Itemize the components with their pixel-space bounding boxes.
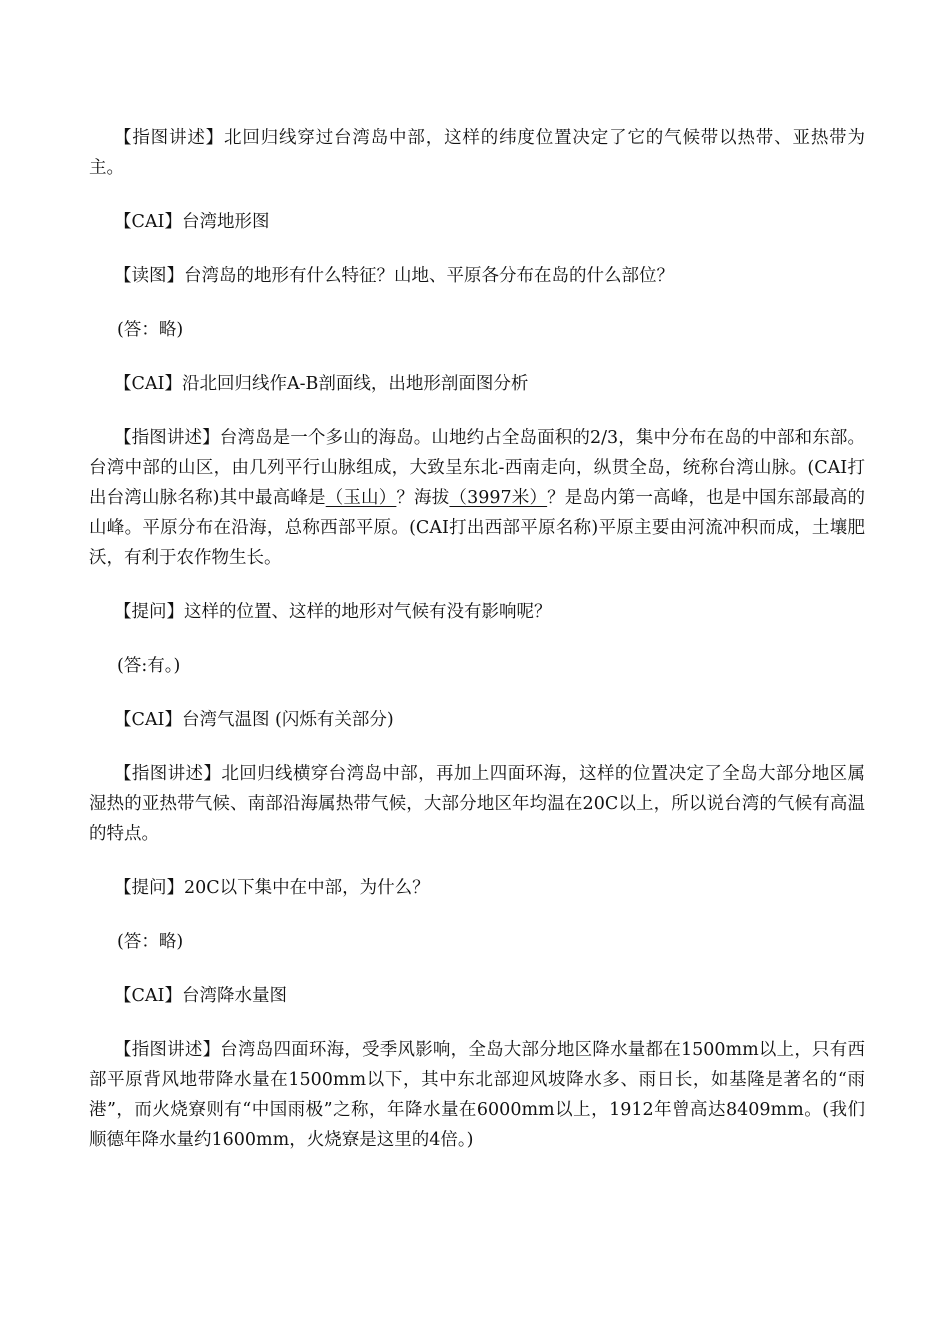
paragraph-lecture-precipitation: 【指图讲述】台湾岛四面环海，受季风影响，全岛大部分地区降水量都在1500mm以上，只有西部平原背风地带降水量在1500mm以下，其中东北部迎风坡降水多、雨日长，如基隆是著名的“雨港”，而火烧寮则有“中国雨极”之称，年降水量在6000mm以上，1912年曾高达8409mm。(我们顺德年降水量约1600mm，火烧寮是这里的4倍。) xyxy=(89,1040,865,1150)
paragraph-lecture-tropic: 【指图讲述】北回归线穿过台湾岛中部，这样的纬度位置决定了它的气候带以热带、亚热带为主。 xyxy=(89,128,865,178)
paragraph-answer-omitted: (答：略) xyxy=(117,320,184,340)
paragraph-answer-omitted-2: (答：略) xyxy=(117,932,184,952)
paragraph-lecture-mountains xyxy=(89,423,865,573)
paragraph-read-map-question: 【读图】台湾岛的地形有什么特征？山地、平原各分布在岛的什么部位？ xyxy=(114,266,674,286)
paragraph-cai-temperature-map: 【CAI】台湾气温图 (闪烁有关部分) xyxy=(114,710,394,730)
mountains-text-part-1: 【指图讲述】台湾岛是一个多山的海岛。山地约占全岛面积的2/3，集中分布在岛的中部和东部。台湾中部的山区，由几列平行山脉组成，大致呈东北-西南走向，纵贯全岛，统称台湾山脉。(CAI打出台湾山脉名称)其中最高峰是 xyxy=(89,428,865,508)
mountains-text-part-2: ？海拔 xyxy=(396,488,450,508)
paragraph-answer-yes: (答:有。) xyxy=(117,656,181,676)
paragraph-lecture-temperature: 【指图讲述】北回归线横穿台湾岛中部，再加上四面环海，这样的位置决定了全岛大部分地区属湿热的亚热带气候、南部沿海属热带气候，大部分地区年均温在20C以上，所以说台湾的气候有高温的特点。 xyxy=(89,764,865,844)
highest-peak-blank: （玉山） xyxy=(325,488,397,508)
paragraph-cai-precipitation-map: 【CAI】台湾降水量图 xyxy=(114,986,287,1006)
altitude-blank: （3997米） xyxy=(449,488,548,508)
document-body xyxy=(89,123,865,1179)
paragraph-cai-profile: 【CAI】沿北回归线作A-B剖面线，出地形剖面图分析 xyxy=(114,374,529,394)
paragraph-cai-terrain-map: 【CAI】台湾地形图 xyxy=(114,212,270,232)
paragraph-question-below-20c: 【提问】20C以下集中在中部，为什么？ xyxy=(114,878,430,898)
mountains-text-part-3: ？是岛内第一高峰，也是中国东部最高的山峰。平原分布在沿海，总称西部平原。(CAI打出西部平原名称)平原主要由河流冲积而成，土壤肥沃，有利于农作物生长。 xyxy=(89,488,866,568)
paragraph-question-climate-influence: 【提问】这样的位置、这样的地形对气候有没有影响呢？ xyxy=(114,602,552,622)
